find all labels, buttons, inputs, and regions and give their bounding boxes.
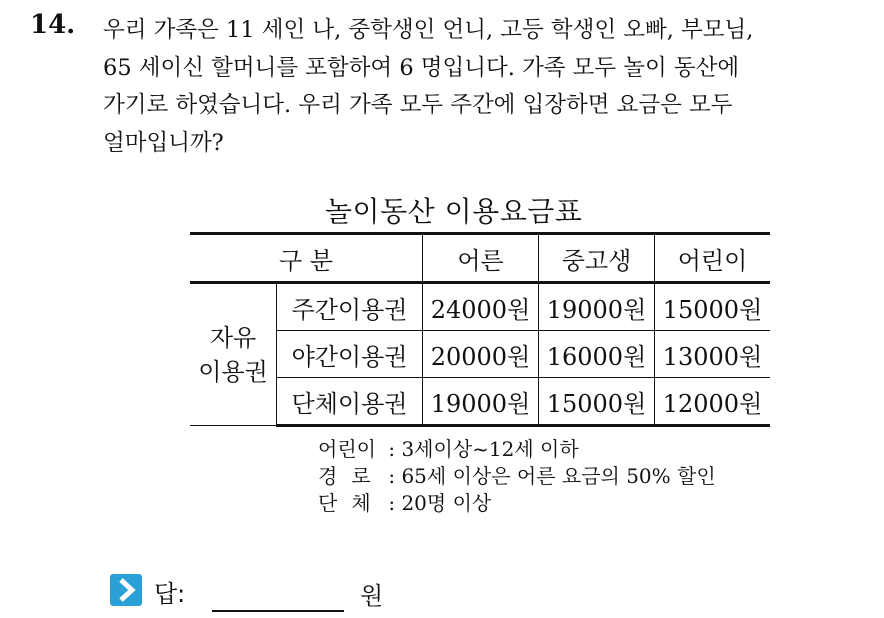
price-cell: 16000원 (539, 331, 655, 378)
row-type-day: 주간이용권 (277, 283, 423, 331)
table-row (190, 283, 770, 331)
question-text (103, 12, 873, 162)
question-line: 65 세이신 할머니를 포함하여 6 명입니다. 가족 모두 놀이 동산에 (103, 54, 740, 81)
note-label: 단체 (318, 491, 385, 515)
table-notes (318, 436, 716, 517)
answer-blank[interactable] (212, 610, 344, 612)
note-text: : 3세이상~12세 이하 (382, 437, 579, 461)
note-text: : 20명 이상 (382, 491, 492, 515)
header-teen: 중고생 (539, 234, 655, 283)
answer-unit: 원 (360, 582, 384, 610)
note-text: : 65세 이상은 어른 요금의 50% 할인 (382, 464, 716, 488)
chevron-right-icon (110, 574, 142, 606)
group-label-line: 이용권 (198, 357, 268, 386)
question-line: 가기로 하였습니다. 우리 가족 모두 주간에 입장하면 요금은 모두 (103, 92, 733, 118)
price-cell: 15000원 (539, 378, 655, 426)
question-line: 얼마입니까? (103, 129, 224, 156)
price-cell: 20000원 (423, 331, 539, 378)
table-row (190, 331, 770, 378)
note-label: 경로 (318, 464, 385, 488)
answer-label: 답: (154, 580, 186, 608)
note-row (318, 436, 716, 463)
note-row (318, 490, 716, 517)
row-type-group: 단체이용권 (277, 378, 423, 426)
table-title: 놀이동산 이용요금표 (325, 195, 583, 228)
table-header-row (190, 234, 770, 283)
note-label: 어린이 (318, 437, 376, 461)
header-child: 어린이 (655, 234, 771, 283)
row-type-night: 야간이용권 (277, 331, 423, 378)
group-label-line: 자유 (209, 323, 257, 352)
header-adult: 어른 (423, 234, 539, 283)
price-cell: 19000원 (539, 283, 655, 331)
note-row (318, 463, 716, 490)
question-line: 우리 가족은 11 세인 나, 중학생인 언니, 고등 학생인 오빠, 부모님, (103, 17, 754, 43)
price-cell: 15000원 (655, 283, 771, 331)
price-cell: 12000원 (655, 378, 771, 426)
fee-table (190, 232, 770, 427)
price-cell: 19000원 (423, 378, 539, 426)
price-cell: 24000원 (423, 283, 539, 331)
question-number: 14. (30, 10, 76, 40)
table-row (190, 378, 770, 426)
group-label (190, 283, 277, 426)
header-category: 구 분 (190, 234, 423, 283)
price-cell: 13000원 (655, 331, 771, 378)
